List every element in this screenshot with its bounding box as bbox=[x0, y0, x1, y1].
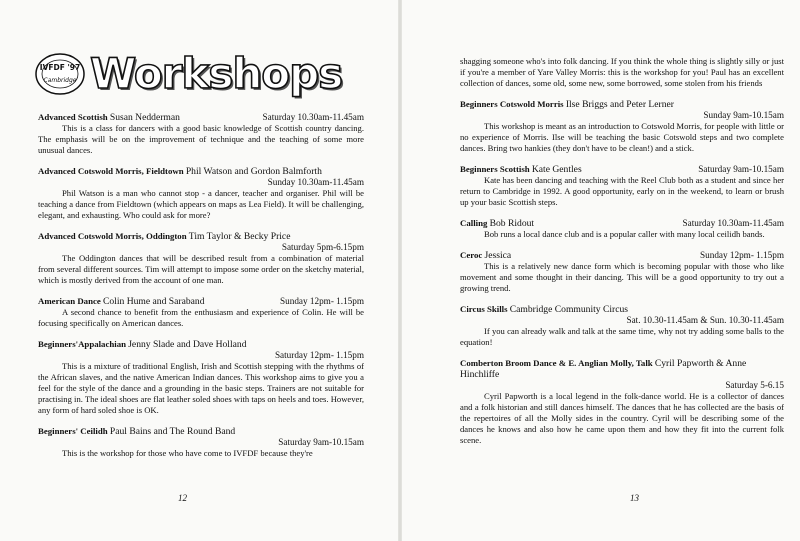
workshop-leader: Kate Gentles bbox=[531, 164, 582, 175]
workshop-description: If you can already walk and talk at the same time, why not try adding some balls to the equation! bbox=[460, 326, 784, 347]
workshop-item bbox=[460, 99, 784, 154]
workshop-time: Sunday 12pm- 1.15pm bbox=[280, 296, 364, 306]
workshop-leader: Tim Taylor & Becky Price bbox=[188, 231, 291, 242]
workshop-leader: Susan Nedderman bbox=[109, 112, 180, 123]
right-page bbox=[400, 0, 800, 541]
workshop-description: The Oddington dances that will be described result from a combination of material from several different sources. Tim will attempt to impose some order on the sketchy material, which is mostly derived from the account of one man. bbox=[38, 253, 364, 285]
workshop-time: Sat. 10.30-11.45am & Sun. 10.30-11.45am bbox=[626, 315, 784, 325]
workshop-time: Sunday 9am-10.15am bbox=[703, 110, 784, 120]
workshop-description: A second chance to benefit from the enthusiasm and experience of Colin. He will be focusing specifically on American dances. bbox=[38, 307, 364, 328]
workshop-leader: Ilse Briggs and Peter Lerner bbox=[565, 99, 674, 110]
workshop-description: Kate has been dancing and teaching with the Reel Club both as a student and since her return to Cambridge in 1992. A good opportunity, early on in the weekend, to learn or brush up your basic Scottish steps. bbox=[460, 175, 784, 207]
right-column bbox=[460, 56, 784, 456]
workshop-category: Comberton Broom Dance & E. Anglian Molly, Talk bbox=[460, 358, 653, 368]
workshop-item bbox=[460, 304, 784, 348]
workshop-item bbox=[38, 339, 364, 416]
workshop-category: Advanced Cotswold Morris, Oddington bbox=[38, 231, 187, 241]
page-title: Workshops bbox=[90, 49, 343, 98]
continued-text: shagging someone who's into folk dancing. If you think the whole thing is slightly silly or just if you're a member of Yare Valley Morris: this is the workshop for you! Paul has an excellent collection of dances, some old, some new, some borrowed, some stolen from his friends bbox=[460, 56, 784, 88]
continued-text-block bbox=[460, 56, 784, 89]
logo-line1: IVFDF '97 bbox=[39, 63, 81, 72]
workshop-leader: Colin Hume and Saraband bbox=[102, 296, 205, 307]
workshop-description: This is a mixture of traditional English, Irish and Scottish stepping with the rhythms of the African slaves, and the native American Indian dances. This workshop aims to give you a feel for the style of the dance and a grounding in the basic steps. Trainers are not suitable for practising in. The ideal shoes are flat leather soled shoes with taps on heels and toes. However, any form of hard soled shoe is OK. bbox=[38, 361, 364, 415]
workshop-time: Saturday 10.30am-11.45am bbox=[682, 218, 784, 228]
workshop-category: Circus Skills bbox=[460, 304, 508, 314]
workshop-leader: Jenny Slade and Dave Holland bbox=[128, 339, 247, 350]
workshop-time: Saturday 5-6.15 bbox=[725, 380, 784, 390]
workshop-description: This workshop is meant as an introduction to Cotswold Morris, for people with little or no experience of Morris. Ilse will be teaching the basic Cotswold steps and two complete dances. Bring two hankies (they don't have to be clean!) and a stick. bbox=[460, 121, 784, 153]
workshop-item bbox=[460, 164, 784, 208]
workshop-category: Calling bbox=[460, 218, 488, 228]
ivfdf-logo bbox=[34, 52, 86, 96]
workshop-category: American Dance bbox=[38, 296, 101, 306]
workshop-description: This is the workshop for those who have come to IVFDF because they're bbox=[62, 448, 313, 458]
logo-graphic bbox=[34, 52, 86, 96]
workshop-leader: Jessica bbox=[484, 250, 512, 261]
workshop-item bbox=[38, 231, 364, 286]
workshop-time: Saturday 9am-10.15am bbox=[278, 437, 364, 447]
workshop-leader: Paul Bains and The Round Band bbox=[109, 426, 236, 437]
workshop-category: Beginners Scottish bbox=[460, 164, 530, 174]
page-number: 12 bbox=[178, 493, 187, 503]
workshop-item bbox=[38, 426, 364, 459]
page-number: 13 bbox=[630, 493, 639, 503]
workshop-item bbox=[460, 218, 784, 240]
workshop-time: Saturday 9am-10.15am bbox=[698, 164, 784, 174]
workshop-description: Bob runs a local dance club and is a popular caller with many local ceilidh bands. bbox=[484, 229, 765, 239]
workshop-item bbox=[38, 296, 364, 329]
workshop-description: This is a relatively new dance form which is becoming popular with those who like movement and some thought in their dancing. This will be a good opportunity to try out a growing trend. bbox=[460, 261, 784, 293]
workshop-category: Beginners'Appalachian bbox=[38, 339, 126, 349]
workshop-item bbox=[460, 358, 784, 446]
workshop-item bbox=[38, 112, 364, 156]
workshop-time: Sunday 10.30am-11.45am bbox=[267, 177, 364, 187]
workshop-leader: Phil Watson and Gordon Balmforth bbox=[185, 166, 322, 177]
workshop-category: Advanced Cotswold Morris, Fieldtown bbox=[38, 166, 184, 176]
left-column bbox=[38, 112, 364, 469]
workshop-description: Phil Watson is a man who cannot stop - a dancer, teacher and organiser. Phil will be teaching a dance from Fieldtown (which appears on maps as Lea Field). It will be challenging, elegant, and exhausting. Who could ask for more? bbox=[38, 188, 364, 220]
workshop-category: Ceroc bbox=[460, 250, 483, 260]
workshop-description: Cyril Papworth is a local legend in the folk-dance world. He is a collector of dances and a folk historian and still dances himself. The dances that he has collected are the basis of the repertoires of all the Molly sides in the country. Cyril will be describing some of the dances he knows and also how he came upon them and how they fit into the current folk scene. bbox=[460, 391, 784, 445]
workshop-item bbox=[460, 250, 784, 294]
workshop-category: Beginners' Ceilidh bbox=[38, 426, 108, 436]
workshop-leader: Bob Ridout bbox=[489, 218, 535, 229]
page-header bbox=[34, 46, 374, 106]
workshop-time: Saturday 12pm- 1.15pm bbox=[274, 350, 364, 360]
workshop-time: Saturday 10.30am-11.45am bbox=[262, 112, 364, 122]
workshop-leader: Cyril Papworth & Anne Hinchliffe bbox=[460, 358, 747, 380]
workshop-leader: Cambridge Community Circus bbox=[509, 304, 629, 315]
workshop-time: Sunday 12pm- 1.15pm bbox=[700, 250, 784, 260]
workshop-item bbox=[38, 166, 364, 221]
workshop-category: Beginners Cotswold Morris bbox=[460, 99, 564, 109]
logo-line2: Cambridge bbox=[43, 77, 77, 84]
workshop-category: Advanced Scottish bbox=[38, 112, 108, 122]
workshop-description: This is a class for dancers with a good basic knowledge of Scottish country dancing. The emphasis will be on the improvement of technique and the teaching of some more unusual dances. bbox=[38, 123, 364, 155]
workshop-time: Saturday 5pm-6.15pm bbox=[281, 242, 364, 252]
